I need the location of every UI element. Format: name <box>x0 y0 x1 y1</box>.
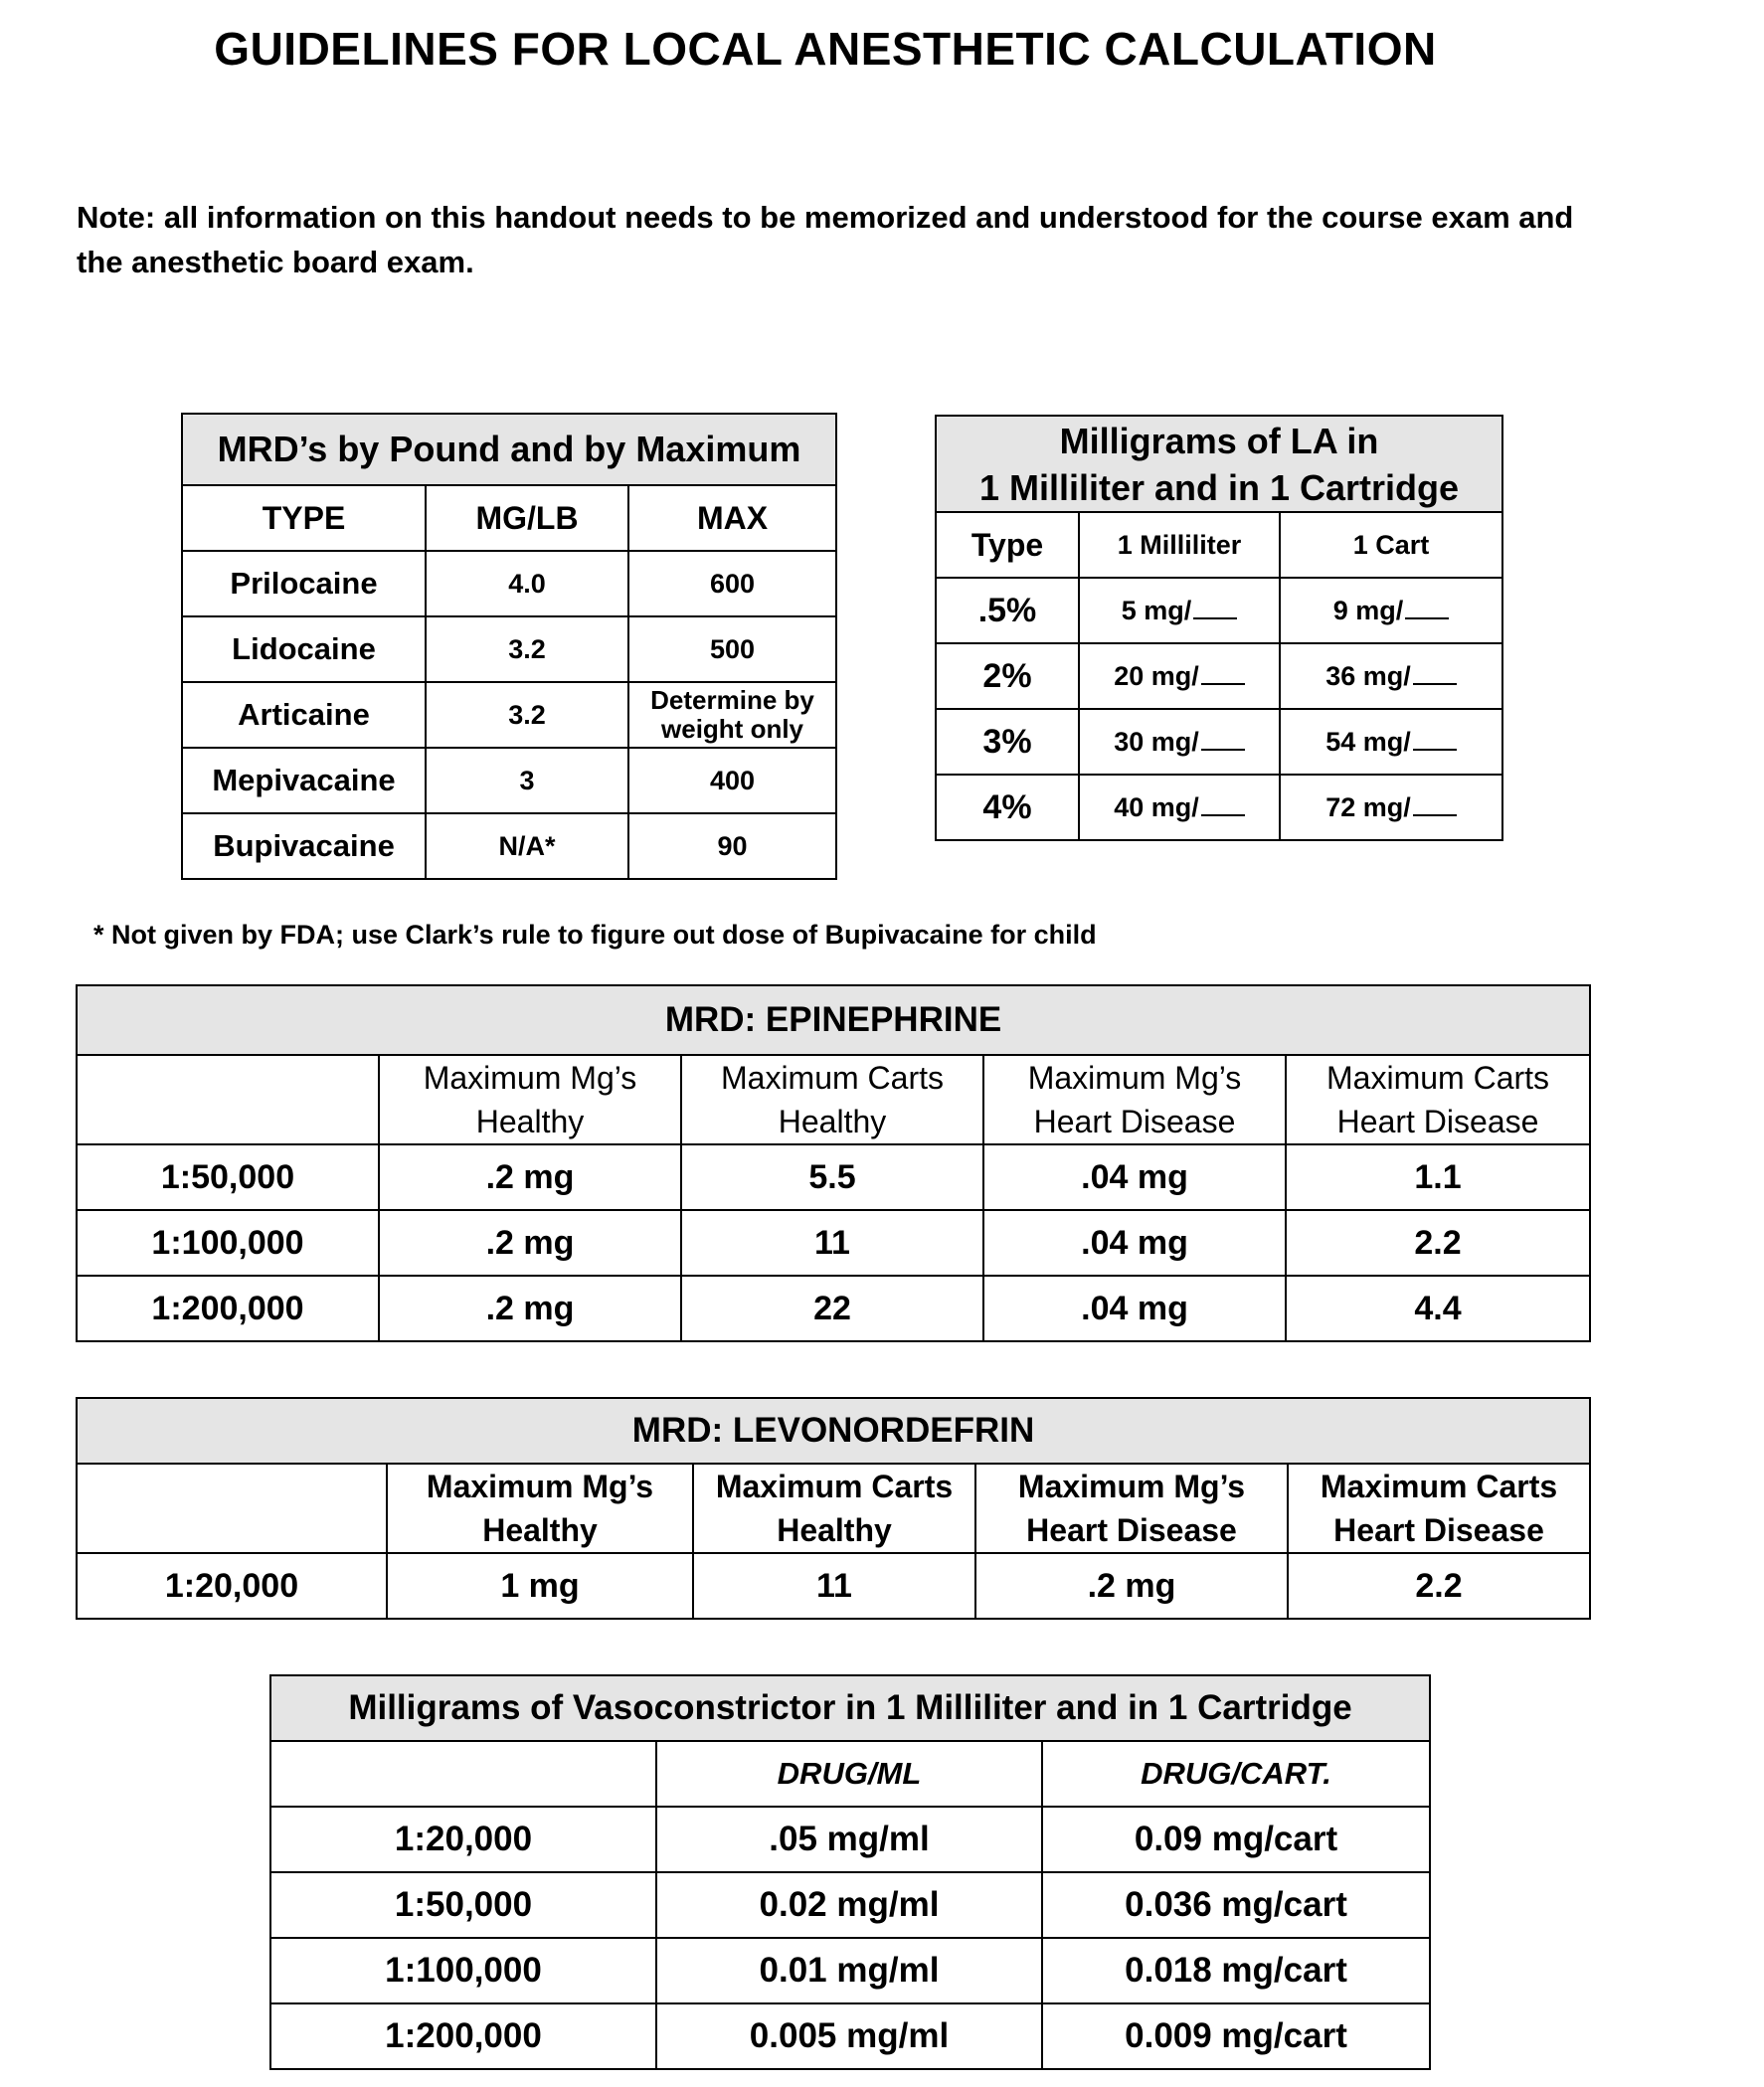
table-cell: 3.2 <box>426 682 628 748</box>
table-cell: .5% <box>936 578 1079 643</box>
column-header-empty <box>77 1055 379 1144</box>
column-header <box>1286 1055 1590 1144</box>
table-cell: 0.036 mg/cart <box>1042 1872 1430 1938</box>
table-cell: .2 mg <box>975 1553 1288 1619</box>
column-header: DRUG/ML <box>656 1741 1042 1807</box>
table-cell: .2 mg <box>379 1144 681 1210</box>
table-cell <box>1079 775 1280 840</box>
table-row <box>77 1144 1590 1210</box>
levonordefrin-title: MRD: LEVONORDEFRIN <box>77 1398 1590 1464</box>
table-row <box>270 1872 1430 1938</box>
table-cell: 4% <box>936 775 1079 840</box>
column-header-empty <box>270 1741 656 1807</box>
table-cell: Articaine <box>182 682 426 748</box>
table-cell: 400 <box>628 748 836 813</box>
table-cell: N/A* <box>426 813 628 879</box>
table-cell-value: 9 mg/ <box>1332 595 1404 625</box>
table-cell: 1:200,000 <box>77 1276 379 1341</box>
page-title: GUIDELINES FOR LOCAL ANESTHETIC CALCULATION <box>214 23 1437 75</box>
la-table-title <box>936 416 1502 512</box>
table-cell: 2.2 <box>1288 1553 1590 1619</box>
table-cell: 1:100,000 <box>270 1938 656 2003</box>
table-cell: .04 mg <box>983 1210 1286 1276</box>
column-header-line: Maximum Mg’s <box>1017 1469 1246 1504</box>
table-cell: 0.09 mg/cart <box>1042 1807 1430 1872</box>
column-header: MAX <box>628 485 836 551</box>
la-milligrams-table <box>935 415 1503 841</box>
table-cell: 1:50,000 <box>77 1144 379 1210</box>
column-header: TYPE <box>182 485 426 551</box>
column-header: 1 Milliliter <box>1079 512 1280 578</box>
column-header-line: Maximum Mg’s <box>426 1469 654 1504</box>
epinephrine-title: MRD: EPINEPHRINE <box>77 985 1590 1055</box>
table-cell: 1.1 <box>1286 1144 1590 1210</box>
column-header: 1 Cart <box>1280 512 1502 578</box>
fill-in-blank <box>1413 745 1457 751</box>
column-header: DRUG/CART. <box>1042 1741 1430 1807</box>
table-cell: Lidocaine <box>182 616 426 682</box>
table-cell: 3.2 <box>426 616 628 682</box>
table-cell-value: 30 mg/ <box>1114 726 1199 757</box>
fill-in-blank <box>1413 810 1457 816</box>
table-cell <box>1280 578 1502 643</box>
column-header <box>387 1464 693 1553</box>
note-text: Note: all information on this handout needs to be memorized and understood for the course exam and the anesthetic board exam. <box>77 200 1574 279</box>
table-cell: 1 mg <box>387 1553 693 1619</box>
table-row <box>182 813 836 879</box>
table-row <box>936 775 1502 840</box>
table-row <box>182 748 836 813</box>
table-cell: 11 <box>681 1210 983 1276</box>
table-cell: 11 <box>693 1553 975 1619</box>
footnote: * Not given by FDA; use Clark’s rule to figure out dose of Bupivacaine for child <box>93 920 1097 950</box>
column-header: Type <box>936 512 1079 578</box>
table-cell: 4.0 <box>426 551 628 616</box>
table-cell: 0.009 mg/cart <box>1042 2003 1430 2069</box>
column-header-line: Maximum Mg’s <box>1027 1060 1242 1096</box>
table-cell: Prilocaine <box>182 551 426 616</box>
table-cell: 0.018 mg/cart <box>1042 1938 1430 2003</box>
table-cell: 1:20,000 <box>77 1553 387 1619</box>
table-cell: 1:20,000 <box>270 1807 656 1872</box>
table-cell <box>1079 578 1280 643</box>
column-header-line: Maximum Carts <box>1326 1060 1550 1096</box>
table-cell: 0.02 mg/ml <box>656 1872 1042 1938</box>
table-cell: 1:50,000 <box>270 1872 656 1938</box>
fill-in-blank <box>1201 679 1245 685</box>
fill-in-blank <box>1413 679 1457 685</box>
table-row <box>182 551 836 616</box>
la-title-line2: 1 Milliliter and in 1 Cartridge <box>978 466 1460 508</box>
table-cell <box>1079 709 1280 775</box>
table-row <box>270 1807 1430 1872</box>
column-header <box>1288 1464 1590 1553</box>
table-cell-value: 54 mg/ <box>1325 726 1411 757</box>
fill-in-blank <box>1201 810 1245 816</box>
table-cell-value: 72 mg/ <box>1325 791 1411 822</box>
column-header-line: Heart Disease <box>1026 1512 1237 1548</box>
column-header-line: Healthy <box>482 1512 598 1548</box>
table-cell-value: 5 mg/ <box>1121 595 1192 625</box>
column-header-line: Heart Disease <box>1336 1104 1539 1139</box>
table-cell <box>1280 643 1502 709</box>
table-cell: Mepivacaine <box>182 748 426 813</box>
table-cell: .05 mg/ml <box>656 1807 1042 1872</box>
table-cell <box>1280 775 1502 840</box>
table-row <box>182 682 836 748</box>
column-header <box>681 1055 983 1144</box>
mrd-by-pound-table <box>181 413 837 880</box>
table-cell: 90 <box>628 813 836 879</box>
epinephrine-table <box>76 984 1591 1342</box>
column-header-line: Maximum Carts <box>1320 1469 1558 1504</box>
table-cell <box>1079 643 1280 709</box>
column-header: MG/LB <box>426 485 628 551</box>
table-cell: 3% <box>936 709 1079 775</box>
table-cell: 600 <box>628 551 836 616</box>
mrd-table-title: MRD’s by Pound and by Maximum <box>182 414 836 485</box>
table-row <box>77 1276 1590 1341</box>
table-row <box>270 2003 1430 2069</box>
column-header-line: Heart Disease <box>1033 1104 1236 1139</box>
table-cell <box>1280 709 1502 775</box>
table-cell: .2 mg <box>379 1276 681 1341</box>
table-cell-value: 40 mg/ <box>1114 791 1199 822</box>
table-cell: 4.4 <box>1286 1276 1590 1341</box>
table-cell: 5.5 <box>681 1144 983 1210</box>
column-header-line: Healthy <box>777 1512 892 1548</box>
column-header-empty <box>77 1464 387 1553</box>
table-cell: 0.01 mg/ml <box>656 1938 1042 2003</box>
vasoconstrictor-title: Milligrams of Vasoconstrictor in 1 Milliliter and in 1 Cartridge <box>270 1675 1430 1741</box>
la-title-line1: Milligrams of LA in <box>1059 420 1379 461</box>
column-header-line: Maximum Mg’s <box>423 1060 637 1096</box>
column-header-line: Maximum Carts <box>720 1060 944 1096</box>
column-header-line: Healthy <box>778 1104 887 1139</box>
table-cell: 0.005 mg/ml <box>656 2003 1042 2069</box>
table-cell: .2 mg <box>379 1210 681 1276</box>
table-cell: 2.2 <box>1286 1210 1590 1276</box>
table-cell: Determine by weight only <box>628 682 836 748</box>
table-cell-value: 36 mg/ <box>1325 660 1411 691</box>
column-header <box>975 1464 1288 1553</box>
fill-in-blank <box>1193 613 1237 619</box>
column-header-line: Healthy <box>475 1104 585 1139</box>
table-cell: Bupivacaine <box>182 813 426 879</box>
column-header-line: Maximum Carts <box>715 1469 954 1504</box>
table-row <box>936 709 1502 775</box>
column-header <box>983 1055 1286 1144</box>
table-row <box>77 1210 1590 1276</box>
levonordefrin-table <box>76 1397 1591 1620</box>
table-cell: 1:200,000 <box>270 2003 656 2069</box>
table-cell-value: 20 mg/ <box>1114 660 1199 691</box>
table-row <box>936 578 1502 643</box>
table-cell: .04 mg <box>983 1276 1286 1341</box>
table-cell: 22 <box>681 1276 983 1341</box>
table-cell: 1:100,000 <box>77 1210 379 1276</box>
column-header <box>379 1055 681 1144</box>
table-cell: 3 <box>426 748 628 813</box>
fill-in-blank <box>1405 613 1449 619</box>
column-header-line: Heart Disease <box>1333 1512 1544 1548</box>
column-header <box>693 1464 975 1553</box>
table-cell: 500 <box>628 616 836 682</box>
vasoconstrictor-table <box>269 1674 1431 2070</box>
table-row <box>77 1553 1590 1619</box>
table-row <box>270 1938 1430 2003</box>
fill-in-blank <box>1201 745 1245 751</box>
table-row <box>182 616 836 682</box>
table-row <box>936 643 1502 709</box>
table-cell: .04 mg <box>983 1144 1286 1210</box>
table-cell: 2% <box>936 643 1079 709</box>
